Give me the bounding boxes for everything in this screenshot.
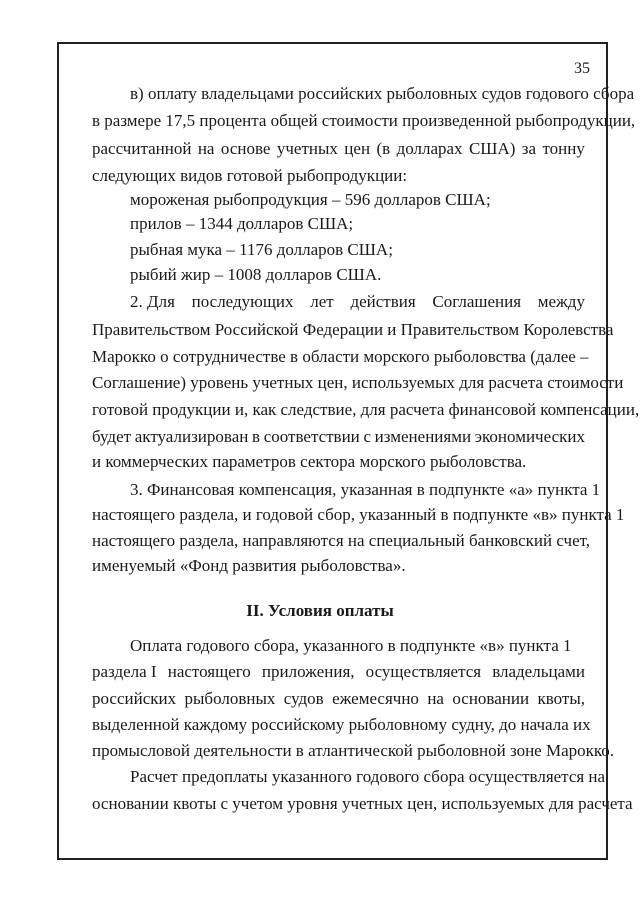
word: с — [363, 427, 371, 446]
para-4-line-1: Оплата годового сбора, указанного в подпункте «в» пункта 1 — [130, 636, 572, 655]
word: действия — [350, 292, 416, 311]
para-4-line-4: выделенной каждому российскому рыболовному судну, до начала их — [92, 715, 591, 734]
para-4-line-5: промысловой деятельности в атлантической рыболовной зоне Марокко. — [92, 741, 615, 760]
word: судов — [283, 689, 324, 708]
page-border — [57, 42, 608, 860]
word: США) — [468, 139, 516, 158]
word: рыболовных — [184, 689, 276, 708]
word: основании — [452, 689, 530, 708]
word: основе — [220, 139, 271, 158]
word: Соглашения — [432, 292, 522, 311]
word: цен — [344, 139, 371, 158]
word: будет — [92, 427, 132, 446]
para-4-line-3 — [92, 689, 585, 709]
word: в — [252, 427, 261, 446]
para-5-line-1: Расчет предоплаты указанного годового сбора осуществляется на — [130, 767, 606, 786]
word: учетных — [276, 139, 338, 158]
para-3-line-3: настоящего раздела, направляются на специальный банковский счет, — [92, 531, 591, 550]
word: российских — [92, 689, 177, 708]
para-v-line-4: следующих видов готовой рыбопродукции: — [92, 166, 408, 185]
word: ежемесячно — [332, 689, 419, 708]
word: изменениями — [374, 427, 472, 446]
word: последующих — [191, 292, 294, 311]
word: настоящего — [167, 662, 251, 681]
page-number: 35 — [574, 60, 590, 77]
word: экономических — [474, 427, 585, 446]
word: осуществляется — [365, 662, 482, 681]
para-3-line-1: 3. Финансовая компенсация, указанная в подпункте «а» пункта 1 — [130, 480, 601, 499]
para-5-line-2: основании квоты с учетом уровня учетных цен, используемых для расчета — [92, 794, 633, 813]
section-title: II. Условия оплаты — [246, 601, 394, 620]
word: раздела I — [92, 662, 157, 681]
word: приложения, — [261, 662, 355, 681]
word: лет — [310, 292, 334, 311]
word: на — [197, 139, 215, 158]
product-item: рыбная мука – 1176 долларов США; — [130, 240, 393, 259]
para-2-line-6 — [92, 427, 585, 447]
para-v-line-2: в размере 17,5 процента общей стоимости произведенной рыбопродукции, — [92, 111, 636, 130]
product-item: прилов – 1344 долларов США; — [130, 214, 354, 233]
word: квоты, — [537, 689, 585, 708]
para-v-line-1: в) оплату владельцами российских рыболовных судов годового сбора — [130, 84, 635, 103]
word: между — [537, 292, 585, 311]
word: владельцами — [492, 662, 585, 681]
para-v-line-3 — [92, 139, 585, 159]
para-3-line-2: настоящего раздела, и годовой сбор, указанный в подпункте «в» пункта 1 — [92, 505, 625, 524]
para-2-line-5: готовой продукции и, как следствие, для расчета финансовой компенсации, — [92, 400, 640, 419]
para-3-line-4: именуемый «Фонд развития рыболовства». — [92, 556, 406, 575]
product-item: рыбий жир – 1008 долларов США. — [130, 265, 382, 284]
product-item: мороженая рыбопродукция – 596 долларов США; — [130, 190, 491, 209]
para-4-line-2 — [92, 662, 585, 682]
word: на — [427, 689, 444, 708]
word: за — [521, 139, 537, 158]
para-2-line-3: Марокко о сотрудничестве в области морского рыболовства (далее – — [92, 347, 589, 366]
word: 2. Для — [130, 292, 175, 311]
word: актуализирован — [134, 427, 249, 446]
word: рассчитанной — [92, 139, 192, 158]
para-2-line-4: Соглашение) уровень учетных цен, используемых для расчета стоимости — [92, 373, 624, 392]
word: соответствии — [263, 427, 360, 446]
word: (в — [376, 139, 391, 158]
para-2-line-1 — [130, 292, 585, 312]
word: тонну — [542, 139, 585, 158]
word: долларах — [396, 139, 463, 158]
para-2-line-2: Правительством Российской Федерации и Правительством Королевства — [92, 320, 614, 339]
para-2-line-7: и коммерческих параметров сектора морского рыболовства. — [92, 452, 527, 471]
